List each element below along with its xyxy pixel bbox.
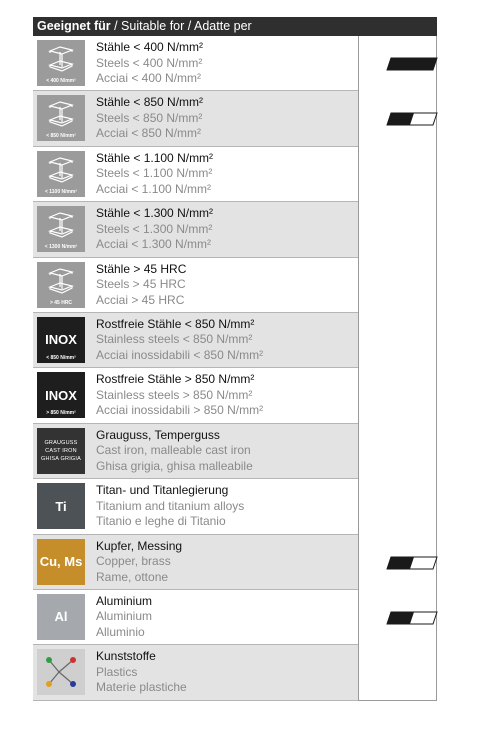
icon-title: Al (54, 609, 68, 625)
material-names (96, 262, 186, 309)
material-name-it: Alluminio (96, 624, 145, 639)
steel-beam-icon (37, 95, 85, 141)
table-row (33, 91, 437, 146)
material-names (96, 317, 263, 364)
icon-line: CAST IRON (45, 447, 77, 454)
material-names (96, 40, 203, 87)
inox-icon (37, 317, 85, 363)
suitability-cell (358, 479, 437, 534)
table-row (33, 147, 437, 202)
material-cell (33, 258, 358, 313)
suitability-cell (358, 202, 437, 257)
icon-title: INOX (45, 332, 77, 348)
aluminium-icon (37, 594, 85, 640)
steel-beam-icon (37, 262, 85, 308)
icon-caption: < 850 N/mm² (46, 354, 76, 361)
material-cell (33, 645, 358, 700)
material-names (96, 95, 203, 142)
material-name-de: Stähle < 850 N/mm² (96, 95, 204, 110)
suitability-indicator (386, 556, 438, 570)
icon-caption: > 45 HRC (49, 299, 73, 306)
material-name-de: Rostfreie Stähle > 850 N/mm² (96, 372, 255, 387)
material-name-en: Stainless steels < 850 N/mm² (96, 332, 253, 347)
icon-line: GHISA GRIGIA (41, 455, 81, 462)
suitability-cell (358, 424, 437, 479)
material-name-en: Cast iron, malleable cast iron (96, 443, 251, 458)
icon-caption: < 1100 N/mm² (44, 188, 78, 195)
material-name-de: Stähle < 1.300 N/mm² (96, 206, 214, 221)
material-name-de: Aluminium (96, 593, 153, 608)
material-name-it: Materie plastiche (96, 680, 187, 695)
material-cell (33, 590, 358, 645)
suitability-fill (387, 612, 414, 624)
material-names (96, 428, 253, 475)
material-names (96, 649, 187, 696)
table-row (33, 368, 437, 423)
table-row (33, 313, 437, 368)
material-name-de: Stähle > 45 HRC (96, 261, 187, 276)
suitability-indicator (386, 611, 438, 625)
suitability-fill (387, 557, 414, 569)
titanium-icon (37, 483, 85, 529)
suitability-cell (358, 36, 437, 91)
table-row (33, 535, 437, 590)
suitability-cell (358, 91, 437, 146)
suitability-fill (387, 58, 437, 70)
material-cell (33, 91, 358, 146)
suitability-cell (358, 590, 437, 645)
material-names (96, 206, 213, 253)
inox-icon (37, 372, 85, 418)
suitability-cell (358, 535, 437, 590)
material-name-de: Grauguss, Temperguss (96, 427, 220, 442)
icon-caption: < 850 N/mm² (46, 133, 76, 140)
material-cell (33, 313, 358, 368)
material-names (96, 483, 244, 530)
material-name-it: Acciai inossidabili < 850 N/mm² (96, 347, 264, 362)
copper-brass-icon (37, 539, 85, 585)
header-title-de: Geeignet für (37, 19, 111, 33)
material-name-it: Acciai < 400 N/mm² (96, 71, 202, 85)
suitability-wrap (386, 556, 438, 575)
material-cell (33, 147, 358, 202)
suitability-cell (358, 645, 437, 700)
material-cell (33, 424, 358, 479)
suitability-cell (358, 313, 437, 368)
steel-beam-icon (37, 206, 85, 252)
material-name-it: Titanio e leghe di Titanio (96, 514, 226, 529)
cast-iron-icon (37, 428, 85, 474)
table-row (33, 479, 437, 534)
suitability-cell (358, 368, 437, 423)
material-name-de: Stähle < 400 N/mm² (96, 40, 204, 54)
suitability-cell (358, 258, 437, 313)
material-name-de: Rostfreie Stähle < 850 N/mm² (96, 316, 255, 331)
material-name-en: Steels < 850 N/mm² (96, 110, 203, 125)
header-title-en-it: / Suitable for / Adatte per (110, 19, 252, 33)
material-cell (33, 36, 358, 91)
material-cell (33, 535, 358, 590)
table-header (33, 17, 437, 36)
material-name-it: Acciai inossidabili > 850 N/mm² (96, 403, 264, 418)
icon-title: INOX (45, 387, 77, 403)
material-names (96, 151, 213, 198)
suitability-wrap (386, 112, 438, 131)
plastics-icon (37, 649, 85, 695)
material-name-it: Acciai < 1.100 N/mm² (96, 181, 212, 196)
material-name-de: Kunststoffe (96, 649, 156, 664)
material-name-en: Aluminium (96, 609, 153, 624)
material-name-de: Stähle < 1.100 N/mm² (96, 150, 214, 165)
material-name-en: Steels < 1.100 N/mm² (96, 166, 213, 181)
suitability-fill (387, 113, 414, 125)
suitability-indicator (386, 57, 438, 71)
material-name-en: Stainless steels > 850 N/mm² (96, 387, 253, 402)
icon-caption: > 850 N/mm² (46, 410, 76, 417)
material-cell (33, 202, 358, 257)
icon-line: GRAUGUSS (44, 439, 78, 446)
material-name-it: Acciai < 1.300 N/mm² (96, 237, 212, 252)
material-name-de: Titan- und Titanlegierung (96, 483, 229, 498)
suitability-wrap (386, 57, 438, 76)
material-name-it: Ghisa grigia, ghisa malleabile (96, 458, 253, 473)
material-suitability-table (33, 17, 437, 701)
suitability-indicator (386, 112, 438, 126)
material-cell (33, 479, 358, 534)
material-name-it: Rame, ottone (96, 569, 169, 584)
material-name-de: Kupfer, Messing (96, 538, 183, 553)
table-row (33, 590, 437, 645)
steel-beam-icon (37, 40, 85, 86)
row-divider (33, 700, 358, 701)
table-row (33, 202, 437, 257)
material-name-en: Steels < 400 N/mm² (96, 55, 203, 70)
suitability-cell (358, 147, 437, 202)
table-row (33, 258, 437, 313)
material-name-en: Steels > 45 HRC (96, 277, 186, 292)
material-names (96, 372, 263, 419)
icon-title: Cu, Ms (39, 554, 83, 570)
material-name-it: Acciai > 45 HRC (96, 292, 185, 307)
material-name-en: Copper, brass (96, 554, 171, 569)
material-cell (33, 368, 358, 423)
table-row (33, 36, 437, 91)
material-name-en: Titanium and titanium alloys (96, 498, 245, 513)
material-names (96, 594, 152, 641)
material-names (96, 539, 182, 586)
material-rows (33, 36, 437, 701)
steel-beam-icon (37, 151, 85, 197)
material-name-it: Acciai < 850 N/mm² (96, 126, 202, 141)
material-name-en: Plastics (96, 664, 138, 679)
icon-caption: < 1300 N/mm² (44, 244, 78, 251)
table-row (33, 424, 437, 479)
icon-caption: < 400 N/mm² (46, 78, 76, 84)
icon-title: Ti (55, 498, 67, 514)
suitability-wrap (386, 611, 438, 630)
material-name-en: Steels < 1.300 N/mm² (96, 221, 213, 236)
table-row (33, 645, 437, 700)
